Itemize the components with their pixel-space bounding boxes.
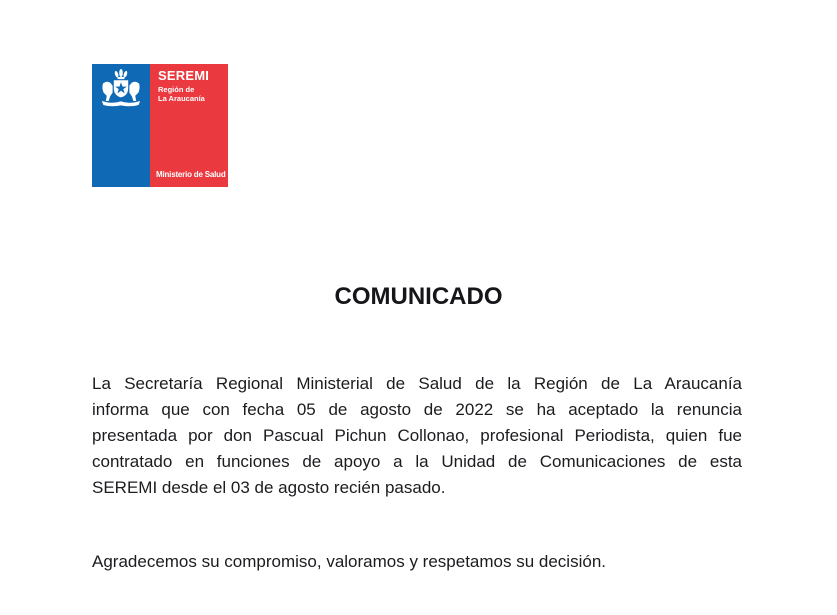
paragraph-main-line-1: La Secretaría Regional Ministerial de Salud de la Región de La Araucanía <box>92 374 742 393</box>
paragraph-main <box>92 371 742 501</box>
logo-institution-label: SEREMI <box>158 68 210 83</box>
paragraph-main-line-4: contratado en funciones de apoyo a la Unidad de Comunicaciones de esta <box>92 452 742 471</box>
paragraph-closing-line: Agradecemos su compromiso, valoramos y respetamos su decisión. <box>92 552 606 571</box>
chile-coat-of-arms-icon <box>97 68 145 110</box>
page-title: COMUNICADO <box>334 283 503 310</box>
logo-ministry-label: Ministerio de Salud <box>156 170 226 179</box>
logo-region-line2: La Araucanía <box>158 94 205 103</box>
paragraph-main-line-3: presentada por don Pascual Pichun Collonao, profesional Periodista, quien fue <box>92 426 742 445</box>
logo-region-line1: Región de <box>158 85 195 94</box>
logo-region-label <box>158 85 205 103</box>
paragraph-closing <box>92 549 742 575</box>
paragraph-main-line-2: informa que con fecha 05 de agosto de 2022 se ha aceptado la renuncia <box>92 400 742 419</box>
paragraph-main-line-5: SEREMI desde el 03 de agosto recién pasado. <box>92 478 446 497</box>
logo-red-panel <box>150 64 228 187</box>
seremi-logo <box>92 64 228 187</box>
logo-blue-panel <box>92 64 150 187</box>
